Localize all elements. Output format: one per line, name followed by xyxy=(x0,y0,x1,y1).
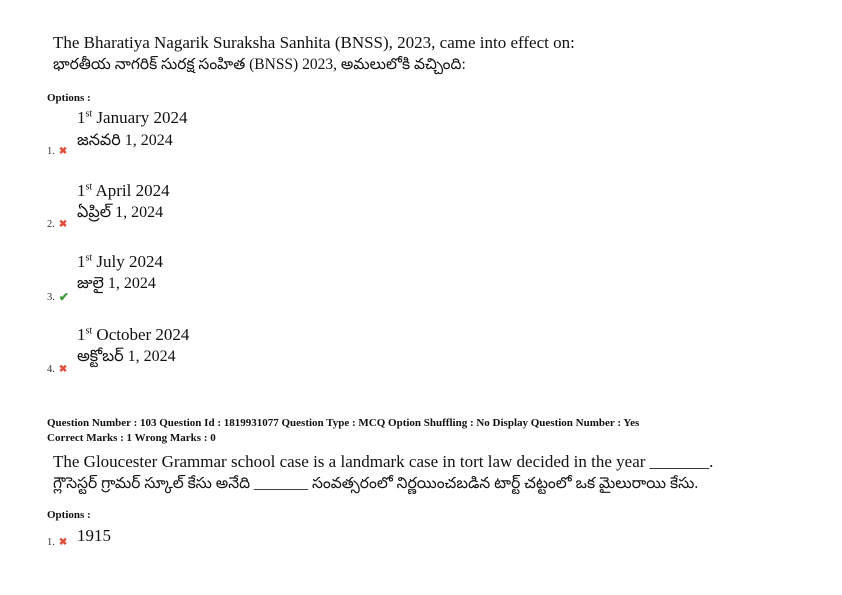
option-3-marker: 3. ✔ xyxy=(47,290,69,304)
option-1-text-en: 1st January 2024 xyxy=(77,108,188,127)
question-text-en: The Bharatiya Nagarik Suraksha Sanhita (BNSS), 2023, came into effect on: xyxy=(53,33,575,52)
question-text-te: గ్లౌసెస్టర్ గ్రామర్ స్కూల్ కేసు అనేది _______ సంవత్సరంలో నిర్ణయించబడిన టార్ట్ చట్టంలో ఒక మైలురాయి కేసు. xyxy=(53,475,699,492)
option-3-text-en: 1st July 2024 xyxy=(77,252,164,271)
question-meta: Question Number : 103 Question Id : 1819931077 Question Type : MCQ Option Shuffling : No Display Question Number : Yes xyxy=(47,417,640,429)
option-4-text-te: అక్టోబర్ 1, 2024 xyxy=(77,348,176,365)
wrong-icon: ✖ xyxy=(58,537,68,548)
option-2-text-te: ఏప్రిల్ 1, 2024 xyxy=(77,204,164,221)
question-text-te: భారతీయ నాగరిక్ సురక్ష సంహిత (BNSS) 2023, అమలులోకి వచ్చింది: xyxy=(53,56,466,73)
wrong-icon: ✖ xyxy=(58,364,68,375)
option-1-text-te: జనవరి 1, 2024 xyxy=(77,132,173,149)
option-1-text-en: 1915 xyxy=(77,526,111,545)
options-label: Options : xyxy=(47,92,91,104)
option-2-marker: 2. ✖ xyxy=(47,219,68,230)
correct-check-icon: ✔ xyxy=(58,290,69,304)
question-text-en: The Gloucester Grammar school case is a landmark case in tort law decided in the year _______. xyxy=(53,452,714,471)
option-2-text-en: 1st April 2024 xyxy=(77,181,170,200)
option-1-marker: 1. ✖ xyxy=(47,537,68,548)
wrong-icon: ✖ xyxy=(58,219,68,230)
wrong-icon: ✖ xyxy=(58,146,68,157)
option-4-marker: 4. ✖ xyxy=(47,364,68,375)
option-3-text-te: జులై 1, 2024 xyxy=(77,275,156,292)
option-4-text-en: 1st October 2024 xyxy=(77,325,190,344)
question-marks: Correct Marks : 1 Wrong Marks : 0 xyxy=(47,432,216,444)
options-label: Options : xyxy=(47,509,91,521)
option-1-marker: 1. ✖ xyxy=(47,146,68,157)
